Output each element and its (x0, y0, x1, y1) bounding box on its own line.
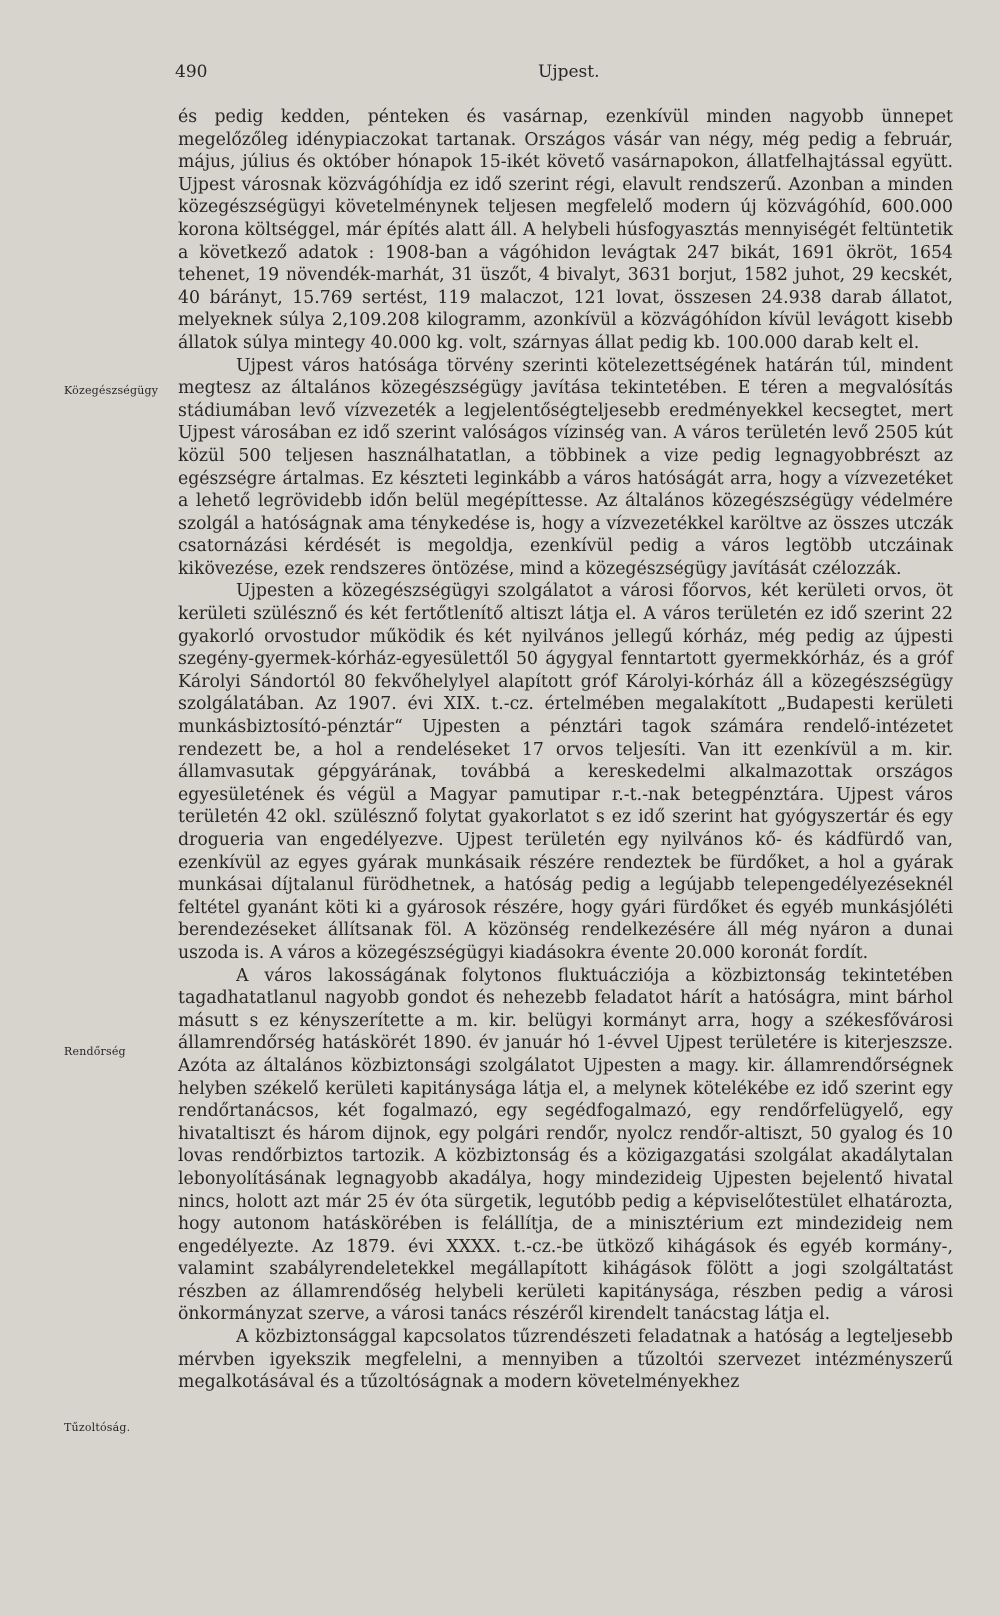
body-text (178, 106, 953, 1394)
page-number: 490 (175, 62, 208, 82)
running-title: Ujpest. (538, 62, 600, 82)
margin-note-kozegeszsegugy: Közegészségügy (64, 384, 159, 397)
paragraph-kozegeszsegugy: Ujpest város hatósága törvény szerinti kötelezettségének határán túl, mindent megtesz az általános közegészségügy javítása tekintetében. E téren a megvalósítás stádiumában levő vízvezeték a legjelentőségteljesebb eredményekkel kecsegtet, mert Ujpest városában ez idő szerint valóságos vízinség van. A város területén levő 2505 kút közül 500 teljesen használhatatlan, a többinek a vize pedig legnagyobbrészt az egészségre ártalmas. Ez készteti leginkább a város hatóságát arra, hogy a vízvezetéket a lehető legrövidebb időn belül megépíttesse. Az általános közegészségügy védelmére szolgál a hatóságnak ama ténykedése is, hogy a vízvezetékkel karöltve az összes utczák csatornázási kérdését is megoldja, ezenkívül pedig a város legtöbb utczáinak kikövezése, ezek rendszeres öntözése, mind a közegészségügy javítását czélozzák. (178, 355, 953, 579)
margin-note-tuzoltosag: Tűzoltóság. (64, 1421, 131, 1434)
paragraph-rendorseg: A város lakosságának folytonos fluktuácziója a közbiztonság tekintetében tagadhatatlanul nagyobb gondot és nehezebb feladatot hárít a hatóságra, mint bárhol másutt s ez kényszerítette a m. kir. belügyi kormányt arra, hogy a székesfővárosi államrendőrség hatáskörét 1890. év január hó 1-évvel Ujpest területére is kiterjeszsze. Azóta az általános közbiztonsági szolgálatot Ujpesten a magy. kir. államrendőrségnek helyben székelő kerületi kapitánysága látja el, a melynek kötelékébe ez idő szerint egy rendőrtanácsos, két fogalmazó, egy segédfogalmazó, egy rendőrfelügyelő, egy hivataltiszt és három dijnok, egy polgári rendőr, nyolcz rendőr-altiszt, 50 gyalog és 10 lovas rendőrbiztos tartozik. A közbiztonság és a közigazgatási szolgálat akadálytalan lebonyolításának legnagyobb akadálya, hogy mindezideig Ujpesten bejelentő hivatal nincs, holott azt már 25 év óta sürgetik, legutóbb pedig a képviselőtestület elhatározta, hogy autonom hatáskörében is felállítja, de a minisztérium ezt mindezideig nem engedélyezte. Az 1879. évi XXXX. t.-cz.-be ütköző kihágások és egyéb kormány-, valamint szabályrendeletekkel megállapított kihágások fölött a jogi szolgáltatást részben az államrendőség helybeli kerületi kapitánysága, részben pedig a városi önkormányzat szerve, a városi tanács részéről kirendelt tanácstag látja el. (178, 965, 953, 1325)
margin-note-rendorseg: Rendőrség (64, 1045, 126, 1058)
paragraph-vasar-vagohid: és pedig kedden, pénteken és vasárnap, ezenkívül minden nagyobb ünnepet megelőzőleg idénypiaczokat tartanak. Országos vásár van négy, még pedig a február, május, július és október hónapok 15-ikét követő vasárnapokon, állatfelhajtással együtt. Ujpest városnak közvágóhídja ez idő szerint régi, elavult rendszerű. Azonban a minden közegészségügyi követelménynek teljesen megfelelő modern új közvágóhíd, 600.000 korona költséggel, már építés alatt áll. A helybeli húsfogyasztás mennyiségét feltüntetik a következő adatok : 1908-ban a vágóhidon levágtak 247 bikát, 1691 ökröt, 1654 tehenet, 19 növendék-marhát, 31 üszőt, 4 bivalyt, 3631 borjut, 1582 juhot, 29 kecskét, 40 bárányt, 15.769 sertést, 119 malaczot, 121 lovat, összesen 24.938 darab állatot, melyeknek súlya 2,109.208 kilogramm, azonkívül a közvágóhídon kívül levágott kisebb állatok súlya mintegy 40.000 kg. volt, szárnyas állat pedig kb. 100.000 darab kelt el. (178, 107, 953, 353)
page-header (0, 62, 1000, 92)
paragraph-tuzoltosag: A közbiztonsággal kapcsolatos tűzrendészeti feladatnak a hatóság a legteljesebb mérvben igyekszik megfelelni, a mennyiben a tűzoltói szervezet intézményszerű megalkotásával és a tűzoltóságnak a modern követelményekhez (178, 1327, 953, 1393)
paragraph-egeszsegugyi-szolgalat: Ujpesten a közegészségügyi szolgálatot a városi főorvos, két kerületi orvos, öt kerületi szülésznő és két fertőtlenítő altiszt látja el. A város területén ez idő szerint 22 gyakorló orvostudor működik és két nyilvános jellegű kórház, még pedig az újpesti szegény-gyermek-kórház-egyesülettől 50 ágygyal fenntartott gyermekkórház, és a gróf Károlyi Sándortól 80 fekvőhelylyel alapított gróf Károlyi-kórház áll a közegészségügy szolgálatában. Az 1907. évi XIX. t.-cz. értelmében megalakított „Budapesti kerületi munkásbiztosító-pénztár“ Ujpesten a pénztári tagok számára rendelő-intézetet rendezett be, a hol a rendeléseket 17 orvos teljesíti. Van itt ezenkívül a m. kir. államvasutak gépgyárának, továbbá a kereskedelmi alkalmazottak országos egyesületének és végül a Magyar pamutipar r.-t.-nak betegpénztára. Ujpest város területén 42 okl. szülésznő folytat gyakorlatot s ez idő szerint hat gyógyszertár és egy drogueria van engedélyezve. Ujpest területén egy nyilvános kő- és kádfürdő van, ezenkívül az egyes gyárak munkásaik részére rendeztek be fürdőket, a hol a gyárak munkásai díjtalanul fürödhetnek, a hatóság pedig a legújabb telepengedélyezéseknél feltétel gyanánt köti ki a gyárosok részére, hogy gyári fürdőket és egyéb munkásjóléti berendezéseket állítsanak föl. A közönség rendelkezésére áll még nyáron a dunai uszoda is. A város a közegészségügyi kiadásokra évente 20.000 koronát fordít. (178, 581, 953, 963)
